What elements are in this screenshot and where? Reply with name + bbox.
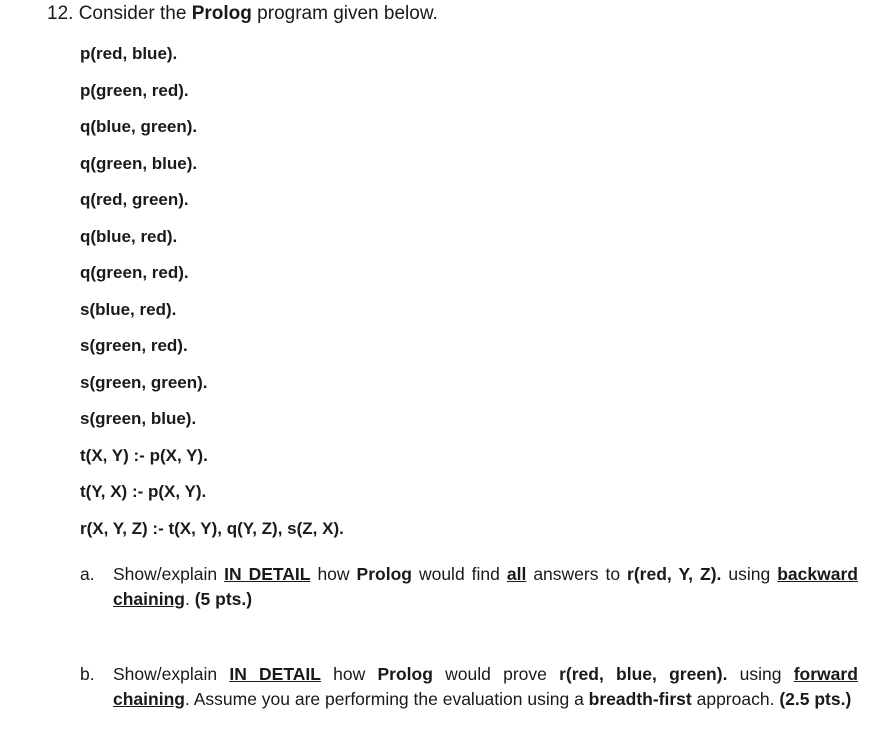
part-b-points: (2.5 pts.) <box>779 689 852 709</box>
part-b-prolog: Prolog <box>377 664 433 684</box>
program-line: r(X, Y, Z) :- t(X, Y), q(Y, Z), s(Z, X). <box>80 518 344 538</box>
part-b-in-detail: IN DETAIL <box>229 664 321 684</box>
program-line: q(red, green). <box>80 190 189 209</box>
program-line: p(green, red). <box>80 80 189 100</box>
part-b-letter: b. <box>80 664 95 684</box>
part-a-all: all <box>506 564 527 584</box>
part-b <box>80 662 858 712</box>
part-a <box>80 562 858 612</box>
program-line: q(blue, green). <box>80 117 198 136</box>
question-heading <box>47 3 438 25</box>
part-a-t5: using <box>728 564 771 584</box>
part-a-points: (5 pts.) <box>194 589 253 609</box>
part-a-letter: a. <box>80 564 95 584</box>
part-b-t6: approach. <box>696 689 775 709</box>
part-a-backward-chaining: backward chaining <box>113 564 858 609</box>
program-line: s(green, red). <box>80 336 188 355</box>
program-line: t(X, Y) :- p(X, Y). <box>80 445 208 465</box>
program-line: s(green, green). <box>80 372 208 392</box>
part-a-in-detail: IN DETAIL <box>224 564 311 584</box>
question-text-before: Consider the <box>78 3 187 24</box>
part-b-forward-chaining: forward chaining <box>113 664 858 709</box>
part-b-t3: would prove <box>445 664 547 684</box>
program-line: q(blue, red). <box>80 226 178 246</box>
program-line: t(Y, X) :- p(X, Y). <box>80 482 207 501</box>
program-line: q(green, blue). <box>80 153 198 173</box>
part-b-goal: r(red, blue, green). <box>559 664 728 684</box>
program-line: s(green, blue). <box>80 409 197 428</box>
part-b-text <box>113 662 858 712</box>
part-b-t1: Show/explain <box>113 664 218 684</box>
part-b-breadth-first: breadth-first <box>588 689 692 709</box>
part-a-t6: . <box>184 589 190 609</box>
part-a-query: r(red, Y, Z). <box>627 564 722 584</box>
question-text-after: program given below. <box>257 3 438 24</box>
part-a-text <box>113 562 858 612</box>
program-line: s(blue, red). <box>80 299 177 319</box>
program-line: q(green, red). <box>80 263 189 282</box>
part-a-prolog: Prolog <box>356 564 412 584</box>
part-b-t4: using <box>739 664 782 684</box>
part-b-t5: . Assume you are performing the evaluation using a <box>184 689 584 709</box>
part-b-t2: how <box>333 664 366 684</box>
question-bold-word: Prolog <box>191 3 252 24</box>
part-a-t2: how <box>317 564 350 584</box>
program-line: p(red, blue). <box>80 44 178 63</box>
prolog-program <box>80 43 344 554</box>
part-a-t4: answers to <box>533 564 621 584</box>
part-a-t1: Show/explain <box>113 564 218 584</box>
question-number: 12. <box>47 3 74 24</box>
part-a-t3: would find <box>418 564 500 584</box>
